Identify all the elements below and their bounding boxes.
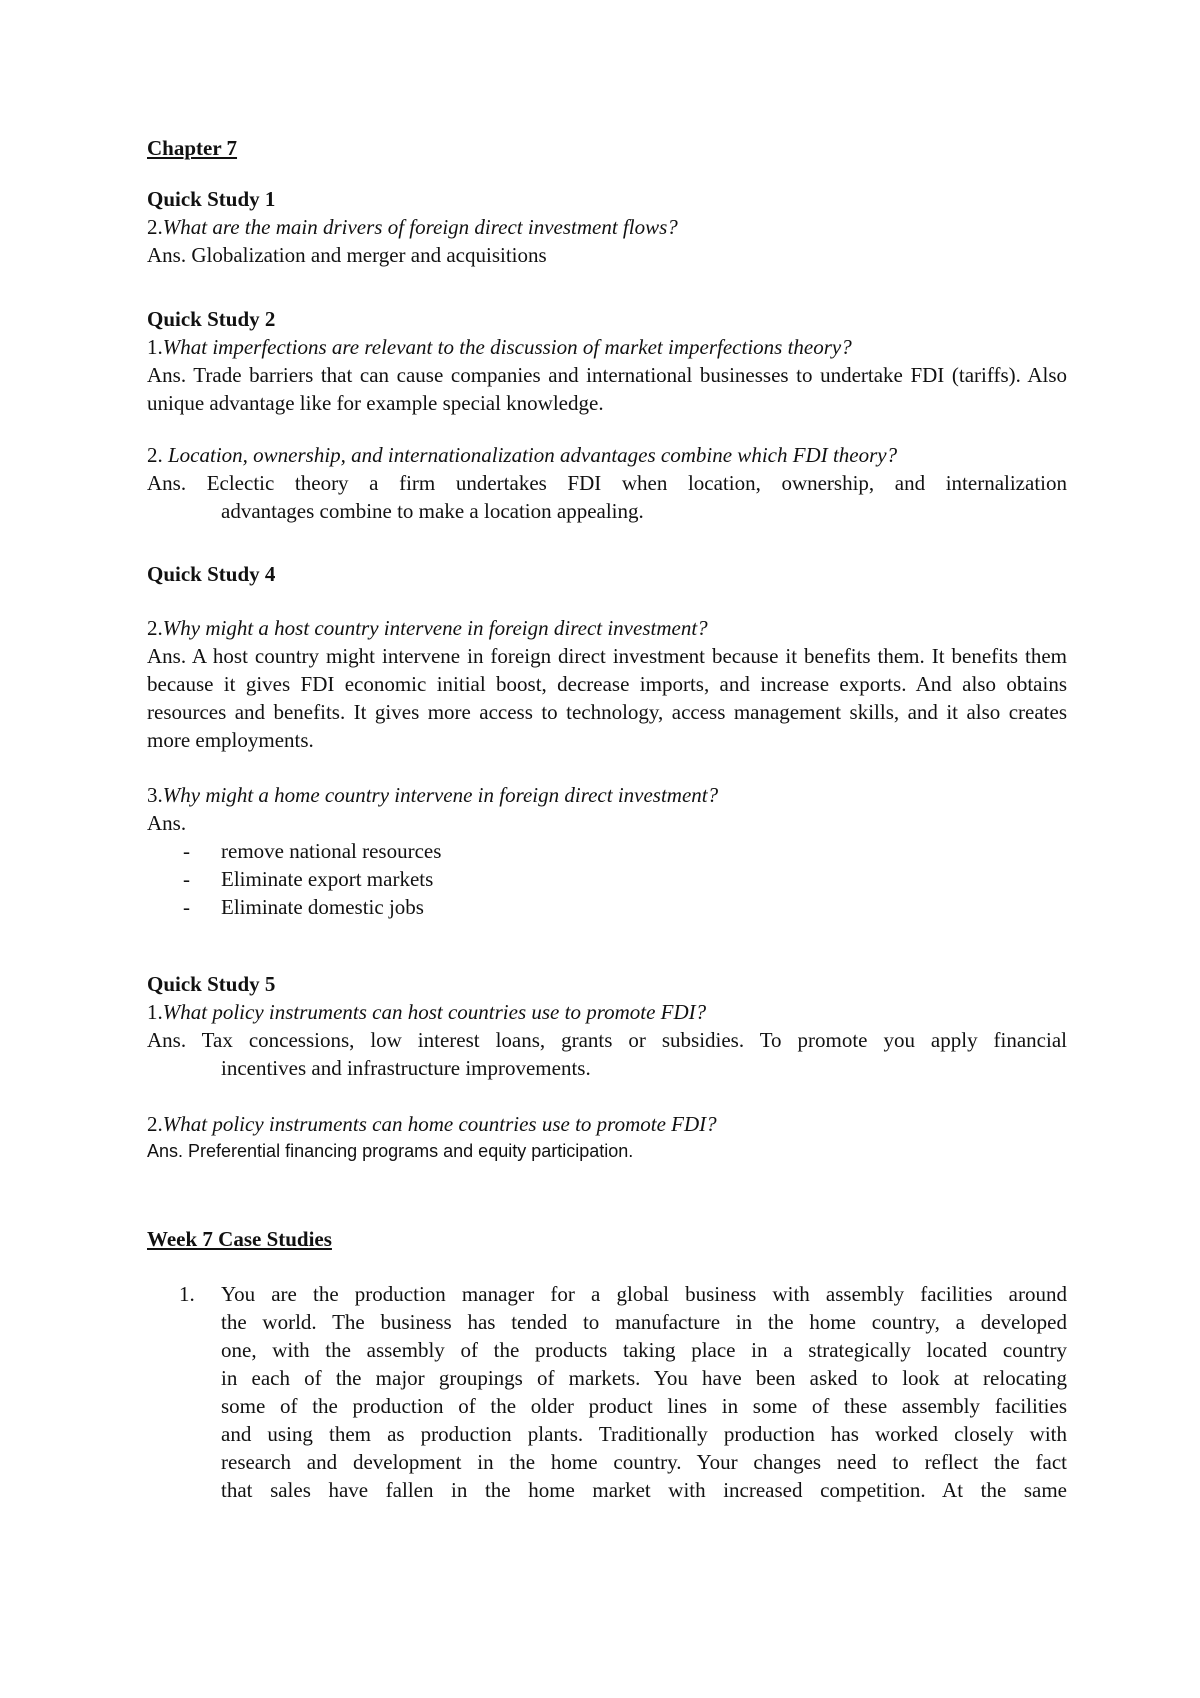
qs5-heading: Quick Study 5 <box>147 972 276 996</box>
case-study-line: some of the production of the older product lines in some of these assembly facilities <box>221 1394 1067 1418</box>
qs4-question-3-text: Why might a home country intervene in foreign direct investment? <box>162 783 719 807</box>
case-studies-heading: Week 7 Case Studies <box>147 1227 332 1251</box>
qs1-question-text: What are the main drivers of foreign direct investment flows? <box>162 215 678 239</box>
qs2-heading: Quick Study 2 <box>147 307 276 331</box>
qs4-question-2-number: 2. <box>147 616 163 640</box>
case-study-line: one, with the assembly of the products taking place in a strategically located country <box>221 1338 1067 1362</box>
qs4-answer-2: Ans. A host country might intervene in foreign direct investment because it benefits them. It benefits them because it gives FDI economic initial boost, decrease imports, and increase exports. And also obtains resources and benefits. It gives more access to technology, access management skills, and it also creates more employments. <box>147 644 1067 752</box>
qs5-answer-2: Ans. Preferential financing programs and equity participation. <box>147 1141 634 1161</box>
qs5-question-1-text: What policy instruments can host countries use to promote FDI? <box>162 1000 707 1024</box>
qs5-question-2 <box>147 1110 717 1138</box>
list-item <box>183 893 424 921</box>
qs2-question-1-text: What imperfections are relevant to the discussion of market imperfections theory? <box>162 335 852 359</box>
list-item <box>183 837 441 865</box>
qs4-answer-3-prefix: Ans. <box>147 811 187 835</box>
dash-bullet: - <box>183 867 190 891</box>
qs2-answer-2-line-1: Ans. Eclectic theory a firm undertakes FDI when location, ownership, and internalization <box>147 471 1067 495</box>
case-study-number: 1. <box>179 1282 195 1306</box>
qs2-question-1-number: 1. <box>147 335 163 359</box>
dash-bullet: - <box>183 895 190 919</box>
case-study-text <box>221 1280 1067 1504</box>
qs5-question-1-number: 1. <box>147 1000 163 1024</box>
qs4-question-3 <box>147 781 718 809</box>
list-item-text: Eliminate domestic jobs <box>221 895 424 919</box>
qs2-answer-1: Ans. Trade barriers that can cause companies and international businesses to undertake FDI (tariffs). Also unique advantage like for example special knowledge. <box>147 363 1067 415</box>
qs5-question-1 <box>147 998 706 1026</box>
qs2-question-2-text: Location, ownership, and internationalization advantages combine which FDI theory? <box>162 443 898 467</box>
case-study-line: You are the production manager for a global business with assembly facilities around <box>221 1282 1067 1306</box>
qs2-question-1 <box>147 333 852 361</box>
list-item-text: Eliminate export markets <box>221 867 434 891</box>
dash-bullet: - <box>183 839 190 863</box>
qs4-question-3-number: 3. <box>147 783 163 807</box>
chapter-title: Chapter 7 <box>147 136 238 160</box>
qs2-answer-2-line-2: advantages combine to make a location appealing. <box>221 499 644 523</box>
qs1-answer: Ans. Globalization and merger and acquisitions <box>147 243 547 267</box>
qs5-question-2-number: 2. <box>147 1112 163 1136</box>
qs1-heading: Quick Study 1 <box>147 187 276 211</box>
case-study-line: the world. The business has tended to manufacture in the home country, a developed <box>221 1310 1067 1334</box>
qs1-question <box>147 213 678 241</box>
qs2-question-2-number: 2. <box>147 443 163 467</box>
qs5-answer-1-line-2: incentives and infrastructure improvements. <box>221 1056 591 1080</box>
case-study-item <box>179 1280 1067 1504</box>
qs4-heading: Quick Study 4 <box>147 562 276 586</box>
qs4-question-2 <box>147 614 708 642</box>
case-study-line: in each of the major groupings of markets. You have been asked to look at relocating <box>221 1366 1067 1390</box>
list-item <box>183 865 433 893</box>
qs5-answer-1-line-1: Ans. Tax concessions, low interest loans, grants or subsidies. To promote you apply financial <box>147 1028 1067 1052</box>
case-study-line: that sales have fallen in the home market with increased competition. At the same <box>221 1478 1067 1502</box>
qs5-question-2-text: What policy instruments can home countries use to promote FDI? <box>162 1112 717 1136</box>
list-item-text: remove national resources <box>221 839 442 863</box>
case-study-line: research and development in the home country. Your changes need to reflect the fact <box>221 1450 1067 1474</box>
qs1-question-number: 2. <box>147 215 163 239</box>
qs2-question-2 <box>147 441 897 469</box>
qs4-question-2-text: Why might a host country intervene in foreign direct investment? <box>162 616 708 640</box>
case-study-line: and using them as production plants. Traditionally production has worked closely with <box>221 1422 1067 1446</box>
